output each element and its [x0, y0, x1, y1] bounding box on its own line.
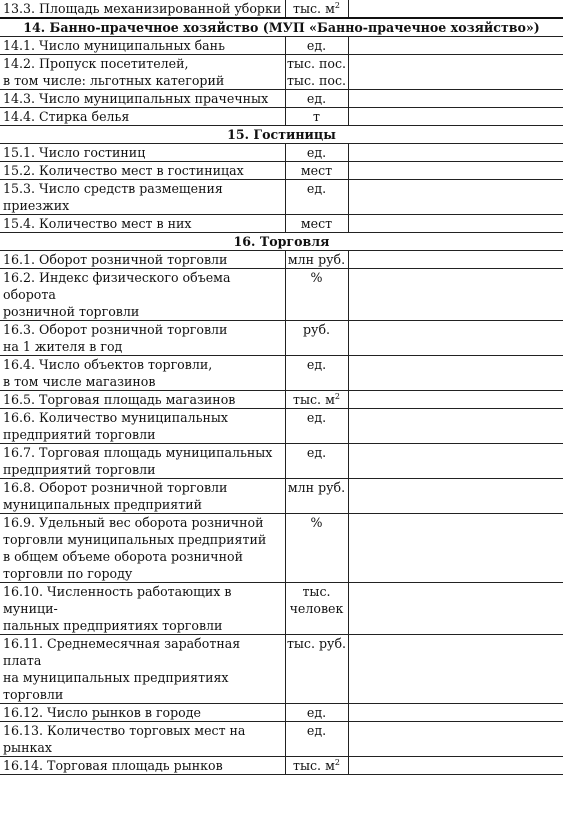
text-line: на муниципальных предприятиях торговли	[3, 670, 229, 702]
text-line: тыс. пос.	[286, 56, 347, 71]
value-cell	[348, 144, 563, 162]
unit-superscript: 2	[334, 392, 340, 401]
text-line: предприятий торговли	[3, 427, 156, 442]
unit-text: т	[313, 109, 320, 124]
indicator-name	[0, 514, 285, 583]
text-line: пальных предприятиях торговли	[3, 618, 223, 633]
indicator-name: 14.3. Число муниципальных прачечных	[0, 90, 285, 108]
text-line: 16.8. Оборот розничной торговли	[3, 480, 228, 495]
unit-of-measure	[285, 583, 348, 635]
unit-of-measure	[285, 215, 348, 233]
unit-of-measure	[285, 0, 348, 18]
text-line: муниципальных предприятий	[3, 497, 202, 512]
text-line: предприятий торговли	[3, 462, 156, 477]
table-row	[0, 356, 563, 391]
unit-text: тыс. м	[293, 1, 335, 16]
unit-of-measure	[285, 55, 348, 90]
table-row	[0, 704, 563, 722]
text-line: 16.9. Удельный вес оборота розничной	[3, 515, 264, 530]
indicator-name	[0, 269, 285, 321]
text-line: на 1 жителя в год	[3, 339, 123, 354]
table-row	[0, 479, 563, 514]
unit-text: тыс. м	[293, 758, 335, 773]
text-line: розничной торговли	[3, 304, 140, 319]
text-line: в общем объеме оборота розничной	[3, 549, 243, 564]
table-row	[0, 514, 563, 583]
unit-text: мест	[300, 163, 333, 178]
unit-of-measure	[285, 722, 348, 757]
text-line: 16.3. Оборот розничной торговли	[3, 322, 228, 337]
indicator-name	[0, 583, 285, 635]
value-cell	[348, 635, 563, 704]
indicator-name	[0, 55, 285, 90]
text-line: 16.7. Торговая площадь муниципальных	[3, 445, 273, 460]
unit-of-measure	[285, 409, 348, 444]
unit-text: ед.	[306, 445, 327, 460]
value-cell	[348, 704, 563, 722]
indicator-name: 16.14. Торговая площадь рынков	[0, 757, 285, 775]
indicator-name	[0, 635, 285, 704]
section-header	[0, 126, 563, 144]
value-cell	[348, 479, 563, 514]
text-line: торговли по городу	[3, 566, 133, 581]
unit-text: ед.	[306, 38, 327, 53]
value-cell	[348, 444, 563, 479]
unit-of-measure	[285, 108, 348, 126]
table-row	[0, 144, 563, 162]
table-row	[0, 55, 563, 90]
unit-text: ед.	[306, 723, 327, 738]
table-row	[0, 409, 563, 444]
unit-text: ед.	[306, 357, 327, 372]
indicator-name	[0, 356, 285, 391]
unit-superscript: 2	[334, 1, 340, 10]
section-title: 14. Банно-прачечное хозяйство (МУП «Банно-прачечное хозяйство»)	[0, 18, 563, 37]
unit-of-measure	[285, 162, 348, 180]
unit-text: ед.	[306, 181, 327, 196]
unit-of-measure	[285, 269, 348, 321]
value-cell	[348, 37, 563, 55]
section-title: 16. Торговля	[0, 233, 563, 251]
table-row	[0, 215, 563, 233]
indicator-name	[0, 409, 285, 444]
table-row	[0, 162, 563, 180]
table-row	[0, 0, 563, 18]
text-line: тыс. пос.	[286, 73, 347, 88]
unit-of-measure	[285, 514, 348, 583]
value-cell	[348, 215, 563, 233]
unit-superscript: 2	[334, 758, 340, 767]
unit-of-measure	[285, 391, 348, 409]
value-cell	[348, 180, 563, 215]
text-line: 14.2. Пропуск посетителей,	[3, 56, 189, 71]
unit-of-measure	[285, 704, 348, 722]
unit-text: %	[310, 515, 323, 530]
section-title: 15. Гостиницы	[0, 126, 563, 144]
unit-of-measure	[285, 479, 348, 514]
indicator-name: 15.1. Число гостиниц	[0, 144, 285, 162]
value-cell	[348, 514, 563, 583]
section-header	[0, 18, 563, 37]
indicator-name: 16.13. Количество торговых мест на рынках	[0, 722, 285, 757]
table-row	[0, 722, 563, 757]
text-line: в том числе: льготных категорий	[3, 73, 225, 88]
text-line: 16.10. Численность работающих в муници-	[3, 584, 232, 616]
indicator-name: 15.3. Число средств размещения приезжих	[0, 180, 285, 215]
value-cell	[348, 0, 563, 18]
value-cell	[348, 583, 563, 635]
indicator-name: 15.4. Количество мест в них	[0, 215, 285, 233]
unit-text: ед.	[306, 410, 327, 425]
table-row	[0, 321, 563, 356]
table-row	[0, 391, 563, 409]
section-header	[0, 233, 563, 251]
unit-text: ед.	[306, 91, 327, 106]
value-cell	[348, 55, 563, 90]
value-cell	[348, 722, 563, 757]
unit-text: млн руб.	[287, 252, 346, 267]
value-cell	[348, 321, 563, 356]
unit-of-measure	[285, 356, 348, 391]
unit-text: тыс. руб.	[286, 636, 347, 651]
text-line: в том числе магазинов	[3, 374, 156, 389]
indicator-name: 15.2. Количество мест в гостиницах	[0, 162, 285, 180]
table-row	[0, 251, 563, 269]
text-line: тыс.	[302, 584, 331, 599]
value-cell	[348, 391, 563, 409]
value-cell	[348, 162, 563, 180]
unit-of-measure	[285, 321, 348, 356]
unit-of-measure	[285, 144, 348, 162]
table-row	[0, 757, 563, 775]
unit-of-measure	[285, 251, 348, 269]
text-line: торговли муниципальных предприятий	[3, 532, 267, 547]
unit-text: ед.	[306, 145, 327, 160]
unit-text: %	[310, 270, 323, 285]
value-cell	[348, 251, 563, 269]
unit-of-measure	[285, 635, 348, 704]
unit-text: ед.	[306, 705, 327, 720]
value-cell	[348, 409, 563, 444]
unit-text: мест	[300, 216, 333, 231]
table-row	[0, 444, 563, 479]
unit-text: тыс. м	[293, 392, 335, 407]
indicator-name: 13.3. Площадь механизированной уборки	[0, 0, 285, 18]
table-row	[0, 269, 563, 321]
text-line: человек	[289, 601, 344, 616]
value-cell	[348, 90, 563, 108]
indicator-name: 14.4. Стирка белья	[0, 108, 285, 126]
unit-text: руб.	[302, 322, 331, 337]
unit-text: млн руб.	[287, 480, 346, 495]
unit-of-measure	[285, 180, 348, 215]
indicator-name	[0, 479, 285, 514]
unit-of-measure	[285, 90, 348, 108]
value-cell	[348, 269, 563, 321]
table-row	[0, 108, 563, 126]
indicator-name: 16.5. Торговая площадь магазинов	[0, 391, 285, 409]
text-line: 16.11. Среднемесячная заработная плата	[3, 636, 241, 668]
unit-of-measure	[285, 444, 348, 479]
table-row	[0, 583, 563, 635]
table-row	[0, 90, 563, 108]
table-row	[0, 180, 563, 215]
indicator-name: 16.12. Число рынков в городе	[0, 704, 285, 722]
unit-of-measure	[285, 757, 348, 775]
text-line: 16.2. Индекс физического объема оборота	[3, 270, 231, 302]
table-row	[0, 635, 563, 704]
indicator-name	[0, 321, 285, 356]
unit-of-measure	[285, 37, 348, 55]
value-cell	[348, 757, 563, 775]
value-cell	[348, 356, 563, 391]
indicator-name: 16.1. Оборот розничной торговли	[0, 251, 285, 269]
indicator-name	[0, 444, 285, 479]
text-line: 16.6. Количество муниципальных	[3, 410, 229, 425]
indicator-name: 14.1. Число муниципальных бань	[0, 37, 285, 55]
text-line: 16.4. Число объектов торговли,	[3, 357, 213, 372]
table-row	[0, 37, 563, 55]
value-cell	[348, 108, 563, 126]
